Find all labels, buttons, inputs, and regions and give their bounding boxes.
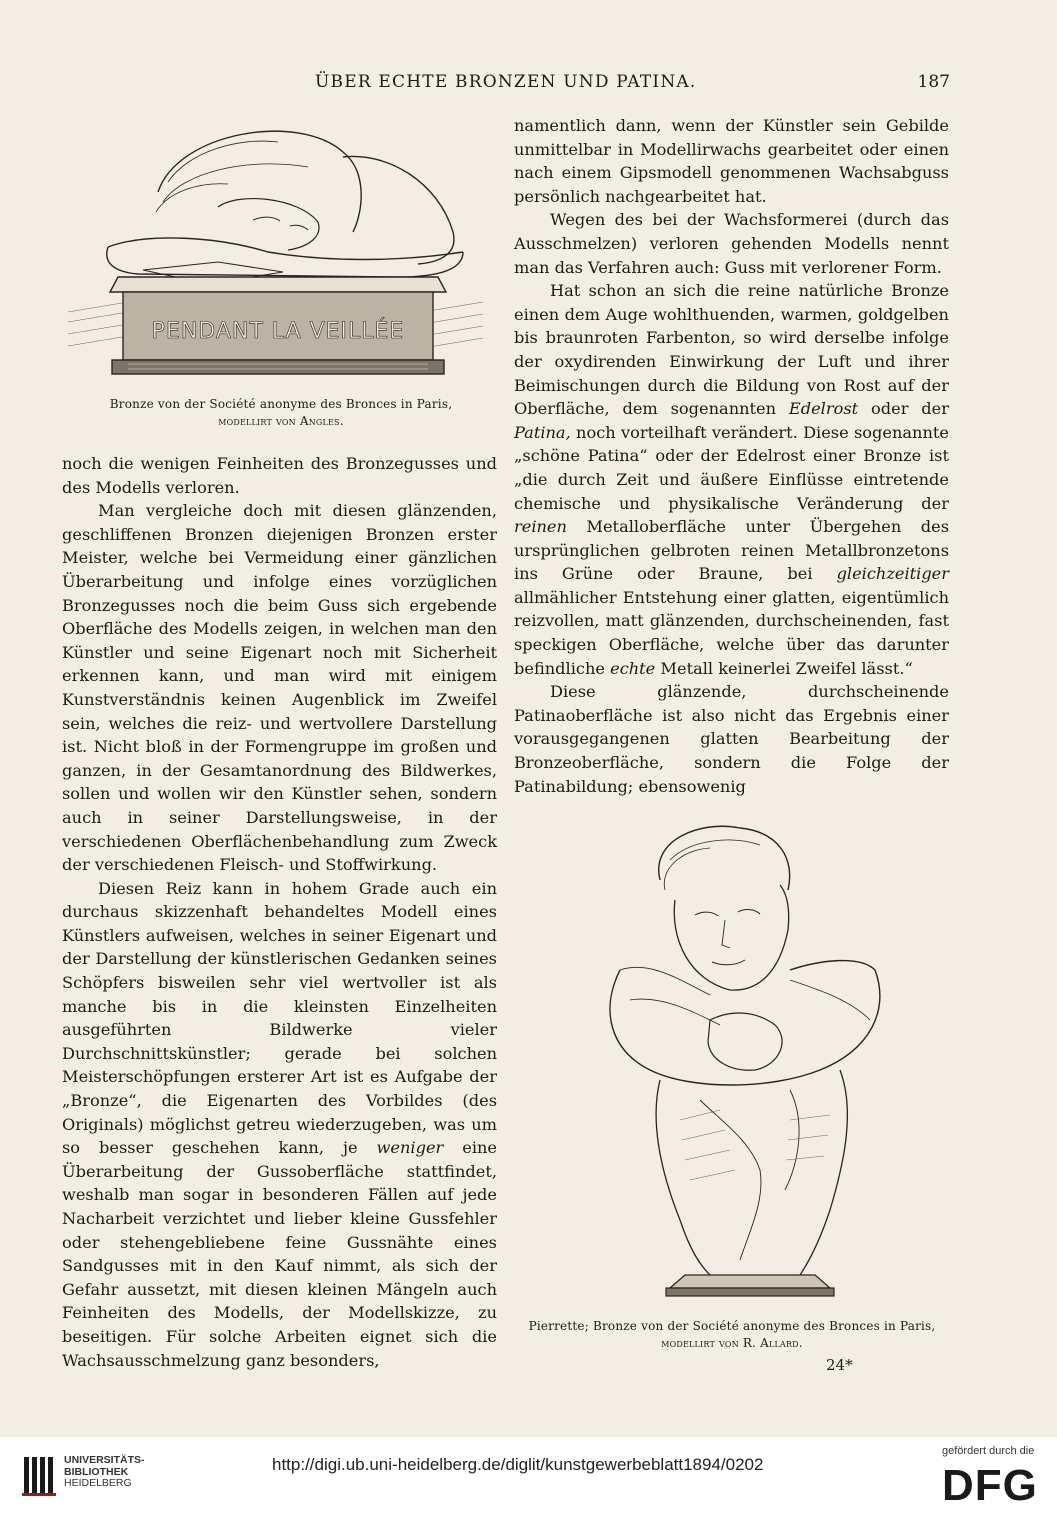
emphasis-echte: echte (610, 658, 656, 678)
left-paragraph-3 (62, 877, 497, 1372)
plinth-inscription: PENDANT LA VEILLÉE (151, 319, 405, 344)
running-head-title: ÜBER ECHTE BRONZEN UND PATINA. (315, 72, 697, 92)
library-name-line2: BIBLIOTHEK (64, 1465, 129, 1478)
figure2-caption-line2: modellirt von R. Allard. (661, 1336, 803, 1350)
funder-note: gefördert durch die (942, 1445, 1035, 1457)
sleeping-child-illustration (68, 112, 488, 387)
emphasis-edelrost: Edelrost (788, 399, 859, 419)
right-paragraph-3b: oder der (871, 399, 949, 419)
left-column (62, 452, 497, 1372)
right-paragraph-2: Wegen des bei der Wachsformerei (durch das Ausschmelzen) verloren gehenden Modells nennt man das Verfahren auch: Guss mit verlorener Form. (514, 210, 949, 277)
figure2-caption (512, 1318, 952, 1352)
right-paragraph-1: namentlich dann, wenn der Künstler sein Gebilde unmittelbar in Modellirwachs gearbeitet oder einen nach einem Gipsmodell genommenen Wachsabguss persönlich nachgearbeitet hat. (514, 116, 949, 206)
figure1-caption (96, 396, 466, 430)
emphasis-patina: Patina, (514, 422, 571, 442)
left-paragraph-2: Man vergleiche doch mit diesen glänzenden, geschliffenen Bronzen diejenigen Bronzen erster Meister, welche bei Vermeidung einer gänzlichen Überarbeitung und infolge eines vorzüglichen Bronzegusses noch die beim Guss sich ergebende Oberfläche des Modells zeigen, in welchen man den Künstler und seine Eigenart noch mit Sicherheit erkennen kann, und man wird mit einigem Kunstverständnis keinen Augenblick im Zweifel sein, welches die reiz- und wertvollere Darstellung ist. Nicht bloß in der Formengruppe im großen und ganzen, in der Gesamtanordnung des Bildwerkes, sollen und wollen wir den Künstler sehen, sondern auch in seiner Darstellungsweise, in der verschiedenen Oberflächenbehandlung zum Zweck der verschiedenen Fleisch- und Stoffwirkung. (62, 501, 497, 875)
signature-mark: 24* (826, 1356, 853, 1374)
right-paragraph-3f: Metall keinerlei Zweifel lässt.“ (660, 658, 913, 678)
right-paragraph-3c: noch vorteilhaft verändert. Diese sogenannte „schöne Patina“ oder der Edelrost einer Bronze ist „die durch Zeit und äußere Einflüsse eintretende chemische und physikalische Veränderung der (514, 422, 949, 513)
library-name-line3: HEIDELBERG (64, 1477, 132, 1489)
library-name (64, 1455, 145, 1490)
emphasis-gleichzeitiger: gleichzeitiger (836, 564, 949, 584)
figure1-caption-line1: Bronze von der Société anonyme des Bronces in Paris, (109, 397, 453, 411)
left-paragraph-1: noch die wenigen Feinheiten des Bronzegusses und des Modells verloren. (62, 454, 497, 497)
page-number: 187 (917, 72, 950, 92)
emphasis-weniger: weniger (376, 1138, 444, 1158)
pierrette-bust-illustration (590, 820, 910, 1300)
figure-pendant-la-veillee (68, 112, 488, 387)
right-paragraph-3d: Metalloberfläche unter Übergehen des ursprünglichen gelbroten reinen Metallbronzetons ins Grüne oder Braune, bei (514, 517, 949, 584)
figure-pierrette-bust (590, 820, 910, 1300)
dfg-logo: DFG (942, 1461, 1038, 1510)
university-library-logo-icon (22, 1453, 58, 1497)
figure2-caption-line1: Pierrette; Bronze von der Société anonyme des Bronces in Paris, (528, 1319, 936, 1333)
right-paragraph-4: Diese glänzende, durchscheinende Patinaoberfläche ist also nicht das Ergebnis einer vorausgegangenen glatten Bearbeitung der Bronzeoberfläche, sondern die Folge der Patinabildung; ebensowenig (514, 682, 949, 796)
figure1-caption-line2: modellirt von Angles. (218, 414, 344, 428)
emphasis-reinen: reinen (514, 517, 567, 537)
left-paragraph-3a: Diesen Reiz kann in hohem Grade auch ein durchaus skizzenhaft behandeltes Modell eines Künstlers aufweisen, welches in seiner Eigenart und der Darstellung der künstlerischen Gedanken seines Schöpfers bisweilen sehr viel wertvoller ist als manche bis in die kleinsten Einzelheiten ausgeführten Bildwerke vieler Durchschnittskünstler; gerade bei solchen Meisterschöpfungen ersterer Art ist es Aufgabe der „Bronze“, die Eigenarten des Vorbildes (des Originals) möglichst getreu wiederzugeben, was um so besser geschehen kann, je (62, 878, 497, 1158)
left-paragraph-3b: eine Überarbeitung der Gussoberfläche stattfindet, weshalb man sogar in besonderen Fällen auf jede Nacharbeit verzichtet und lieber kleine Gussfehler oder stehengebliebene feine Gussnähte eines Sandgusses mit in den Kauf nimmt, als sich der Gefahr aussetzt, mit diesen kleinen Mängeln auch Feinheiten des Modells, der Modellskizze, zu beseitigen. Für solche Arbeiten eignet sich die Wachsausschmelzung ganz besonders, (62, 1138, 497, 1370)
right-paragraph-3a: Hat schon an sich die reine natürliche Bronze einen dem Auge wohlthuenden, warmen, goldgelben bis braunroten Farbenton, so wird derselbe infolge der oxydirenden Einwirkung der Luft und ihrer Beimischungen durch die Bildung von Rost auf der Oberfläche, dem sogenannten (514, 281, 949, 419)
viewer-footer (0, 1437, 1057, 1514)
library-name-line1: UNIVERSITÄTS- (64, 1454, 145, 1466)
right-column (514, 114, 949, 798)
right-paragraph-3 (514, 279, 949, 680)
running-head (60, 72, 950, 102)
permalink-url[interactable]: http://digi.ub.uni-heidelberg.de/diglit/kunstgewerbeblatt1894/0202 (272, 1455, 764, 1474)
right-paragraph-3e: allmählicher Entstehung einer glatten, eigentümlich reizvollen, matt glänzenden, durchscheinenden, fast speckigen Oberfläche, welche über das darunter befindliche (514, 587, 949, 678)
